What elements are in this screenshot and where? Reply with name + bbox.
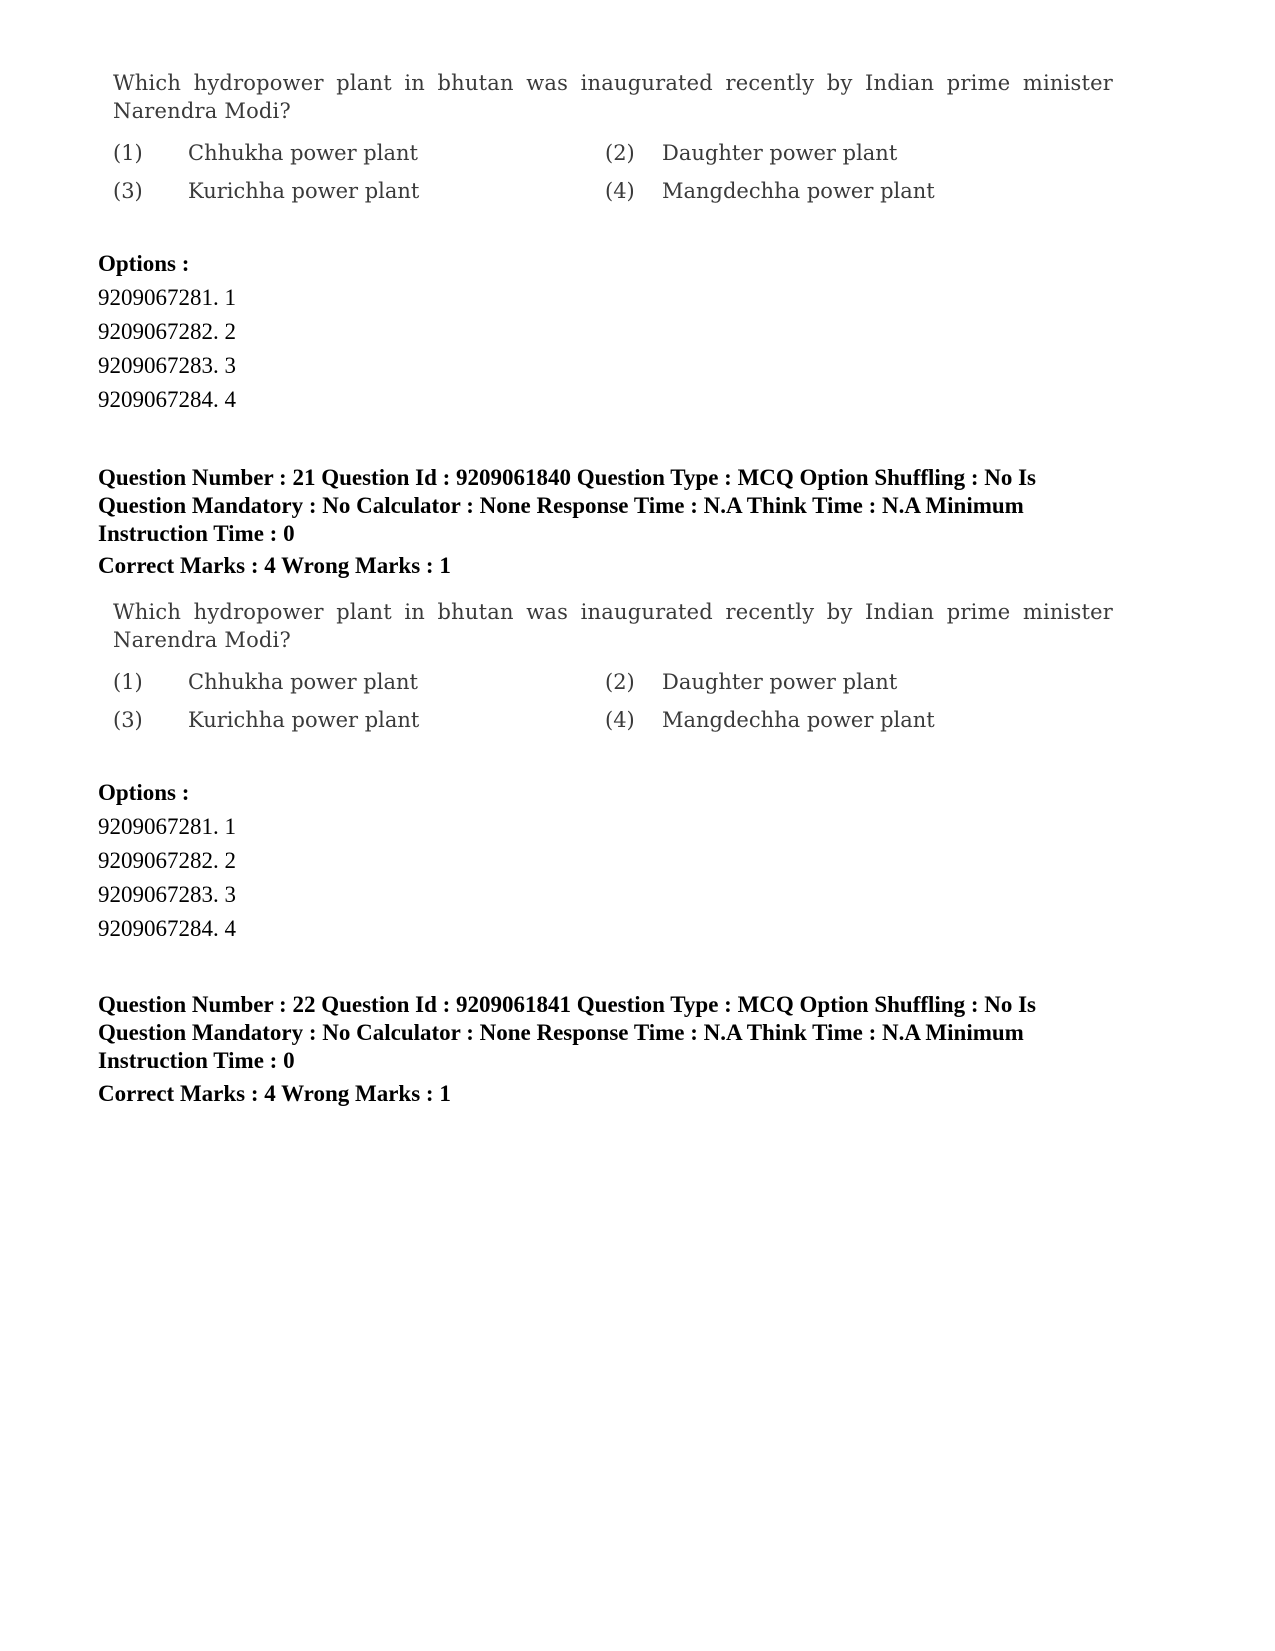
question-header: [98, 464, 1118, 548]
options-label: Options :: [98, 780, 190, 805]
question-text-line1: Which hydropower plant in bhutan was inaugurated recently by Indian prime minister: [113, 71, 1113, 95]
marks-info: Correct Marks : 4 Wrong Marks : 1: [98, 553, 451, 578]
option-line: 9209067283. 3: [98, 882, 236, 907]
choice-text: Daughter power plant: [662, 670, 898, 694]
question-image: [113, 69, 1113, 203]
choice-number: (1): [113, 670, 143, 694]
choice-number: (1): [113, 141, 143, 165]
question-header-line1: Question Number : 22 Question Id : 9209061841 Question Type : MCQ Option Shuffling : No Is: [98, 992, 1037, 1017]
question-text-line2: Narendra Modi?: [113, 628, 291, 652]
choice-number: (2): [605, 670, 635, 694]
question-header-line3: Instruction Time : 0: [98, 521, 295, 546]
question-header-line3: Instruction Time : 0: [98, 1048, 295, 1073]
marks-info: Correct Marks : 4 Wrong Marks : 1: [98, 1081, 451, 1106]
question-image: [113, 598, 1113, 732]
choice-text: Kurichha power plant: [188, 708, 420, 732]
option-line: 9209067281. 1: [98, 285, 236, 310]
option-line: 9209067282. 2: [98, 848, 236, 873]
question-text: [113, 69, 1113, 125]
option-line: 9209067284. 4: [98, 916, 236, 941]
options-label: Options :: [98, 251, 190, 276]
question-text-line2: Narendra Modi?: [113, 99, 291, 123]
question-header-line2: Question Mandatory : No Calculator : None Response Time : N.A Think Time : N.A Minimum: [98, 1020, 1024, 1045]
choice-number: (3): [113, 708, 143, 732]
option-line: 9209067283. 3: [98, 353, 236, 378]
option-line: 9209067282. 2: [98, 319, 236, 344]
choice-text: Chhukha power plant: [188, 670, 418, 694]
choice-text: Kurichha power plant: [188, 179, 420, 203]
option-line: 9209067284. 4: [98, 387, 236, 412]
option-line: 9209067281. 1: [98, 814, 236, 839]
choice-number: (3): [113, 179, 143, 203]
question-header-line1: Question Number : 21 Question Id : 9209061840 Question Type : MCQ Option Shuffling : No Is: [98, 465, 1037, 490]
choice-text: Chhukha power plant: [188, 141, 418, 165]
choice-number: (4): [605, 708, 635, 732]
question-header: [98, 991, 1118, 1075]
question-header-line2: Question Mandatory : No Calculator : None Response Time : N.A Think Time : N.A Minimum: [98, 493, 1024, 518]
question-text-line1: Which hydropower plant in bhutan was inaugurated recently by Indian prime minister: [113, 600, 1113, 624]
choice-number: (4): [605, 179, 635, 203]
choice-text: Daughter power plant: [662, 141, 898, 165]
choice-text: Mangdechha power plant: [662, 708, 935, 732]
question-text: [113, 598, 1113, 654]
choice-number: (2): [605, 141, 635, 165]
choice-text: Mangdechha power plant: [662, 179, 935, 203]
